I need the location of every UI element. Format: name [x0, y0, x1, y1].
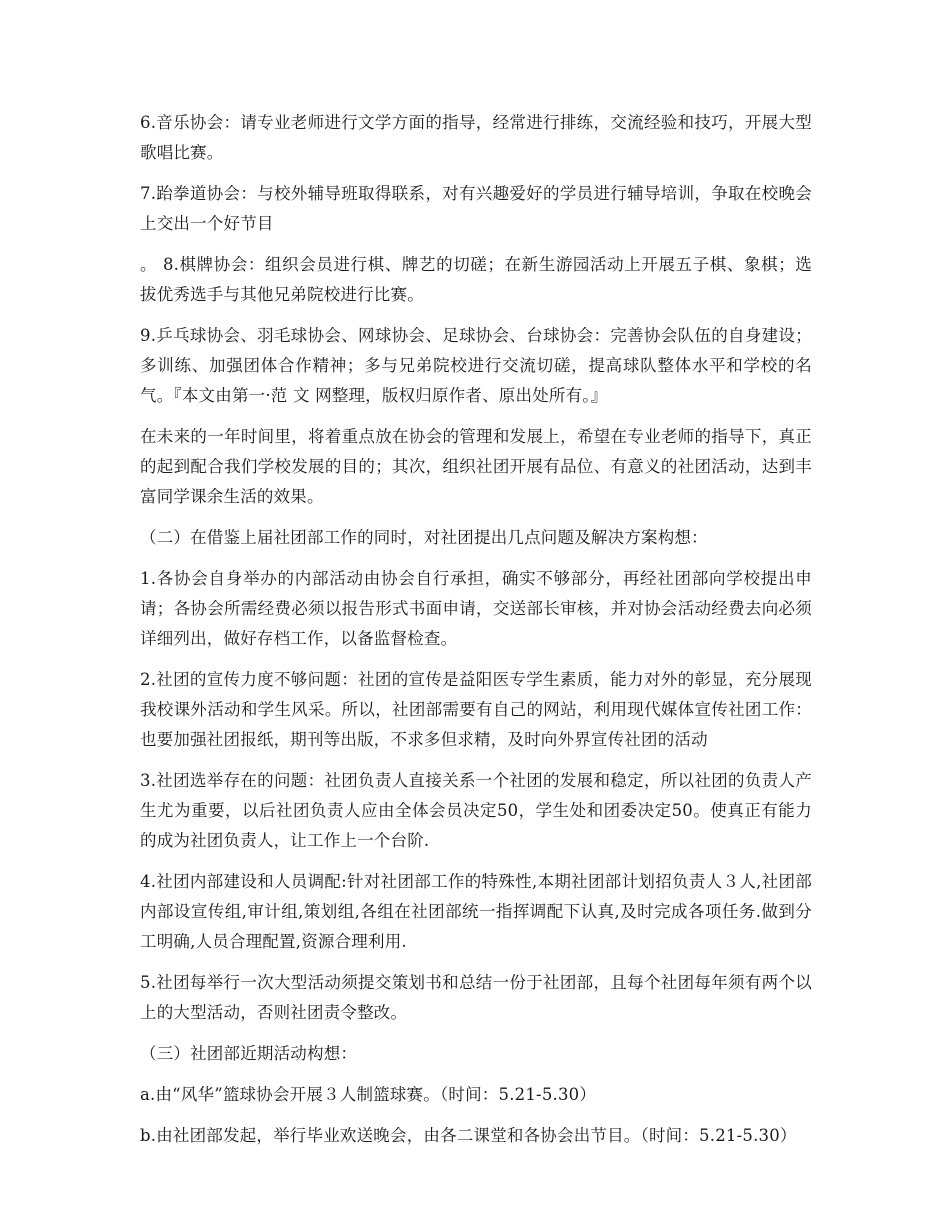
paragraph-item-5-events: 5.社团每举行一次大型活动须提交策划书和总结一份于社团部，且每个社团每年须有两个以上的大型活动，否则社团责令整改。: [140, 973, 812, 1022]
paragraph-music-association: 6.音乐协会：请专业老师进行文学方面的指导，经常进行排练，交流经验和技巧，开展大型歌唱比赛。: [140, 113, 812, 162]
paragraph-item-1-funding: 1.各协会自身举办的内部活动由协会自行承担，确实不够部分，再经社团部向学校提出申请；各协会所需经费必须以报告形式书面申请，交送部长审核，并对协会活动经费去向必须详细列出，做好存档工作，以备监督检查。: [140, 569, 812, 648]
paragraph-chess-card-association: 。 8.棋牌协会：组织会员进行棋、牌艺的切磋；在新生游园活动上开展五子棋、象棋；选拔优秀选手与其他兄弟院校进行比赛。: [140, 255, 812, 304]
section-heading-3: （三）社团部近期活动构想：: [140, 1044, 358, 1063]
section-heading-2: （二）在借鉴上届社团部工作的同时，对社团提出几点问题及解决方案构想：: [140, 528, 708, 547]
paragraph-activity-a: a.由“风华”篮球协会开展３人制篮球赛。（时间：5.21-5.30）: [140, 1085, 597, 1104]
paragraph-item-3-election: 3.社团选举存在的问题：社团负责人直接关系一个社团的发展和稳定，所以社团的负责人产生尤为重要，以后社团负责人应由全体会员决定50，学生处和团委决定50。使真正有能力的成为社团负责人，让工作上一个台阶.: [140, 771, 812, 850]
paragraph-item-2-publicity: 2.社团的宣传力度不够问题：社团的宣传是益阳医专学生素质，能力对外的彰显，充分展现我校课外活动和学生风采。所以，社团部需要有自己的网站，利用现代媒体宣传社团工作：也要加强社团报纸，期刊等出版，不求多但求精，及时向外界宣传社团的活动: [140, 670, 812, 749]
paragraph-ball-associations: 9.乒乓球协会、羽毛球协会、网球协会、足球协会、台球协会：完善协会队伍的自身建设；多训练、加强团体合作精神；多与兄弟院校进行交流切磋，提高球队整体水平和学校的名气。『本文由第一·范 文 网整理，版权归原作者、原出处所有。』: [140, 326, 812, 405]
paragraph-activity-b: b.由社团部发起，举行毕业欢送晚会，由各二课堂和各协会出节目。（时间：5.21-5.30）: [140, 1126, 797, 1145]
paragraph-future-plan: 在未来的一年时间里，将着重点放在协会的管理和发展上，希望在专业老师的指导下，真正的起到配合我们学校发展的目的；其次，组织社团开展有品位、有意义的社团活动，达到丰富同学课余生活的效果。: [140, 427, 812, 506]
paragraph-item-4-staffing: 4.社团内部建设和人员调配:针对社团部工作的特殊性,本期社团部计划招负责人３人,社团部内部设宣传组,审计组,策划组,各组在社团部统一指挥调配下认真,及时完成各项任务.做到分工明确,人员合理配置,资源合理利用.: [140, 872, 812, 951]
document-body: [140, 108, 812, 1162]
paragraph-taekwondo-association: 7.跆拳道协会：与校外辅导班取得联系，对有兴趣爱好的学员进行辅导培训，争取在校晚会上交出一个好节目: [140, 184, 812, 233]
